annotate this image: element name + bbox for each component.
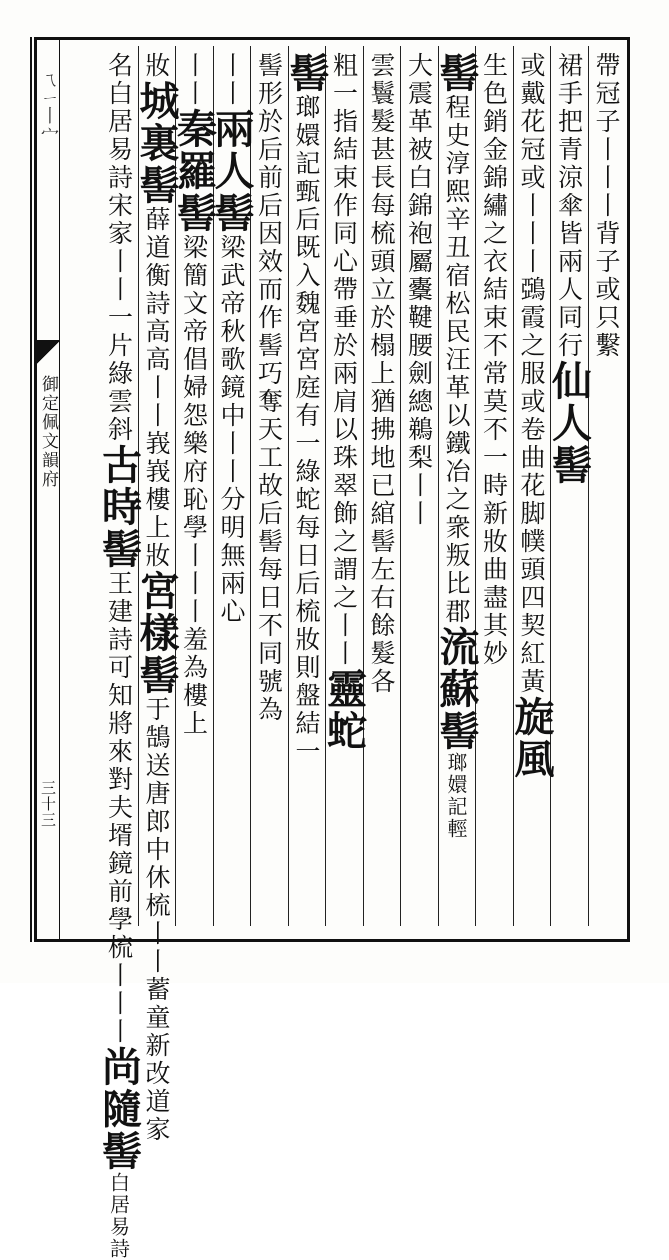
column-text: 帶冠子丨丨丨背子或只繫	[592, 52, 621, 360]
outer-rule	[30, 37, 32, 942]
text-column	[400, 46, 438, 926]
column-text: 名白居易詩宋家丨丨一片綠雲斜	[104, 52, 134, 444]
column-text: 于鵠送唐郎中休梳丨丨蓄童新改道家	[142, 696, 171, 1144]
column-text: 粗一指結束作同心帶垂於兩肩以珠翠飾之謂之丨丨	[329, 52, 359, 668]
column-text: 薛道衡詩高高丨丨峩峩樓上妝	[142, 206, 171, 570]
column-text: 王建詩可知將來對夫壻鏡前學梳丨丨丨	[104, 570, 134, 1046]
column-text: 瑯嬛記甄后既入魏宮宮庭有一綠蛇每日后梳妝則盤結一	[292, 94, 321, 766]
entry-headword: 仙人髻	[545, 360, 593, 486]
entry-headword: 靈蛇	[320, 668, 368, 752]
entry-headword: 流蘇髻	[433, 626, 480, 752]
banxin-top-marks: ㄟㄧ丨宀	[38, 70, 59, 147]
entry-headword: 兩人髻	[208, 108, 255, 234]
column-text: 大震革被白錦袍屬櫜鞬腰劍總鵜梨丨丨	[404, 52, 434, 528]
entry-headword: 城裏髻	[133, 80, 180, 206]
entry-headword: 旋風	[508, 696, 555, 780]
text-column	[95, 46, 143, 1260]
text-column	[433, 46, 480, 926]
entry-headword: 尚隨髻	[95, 1046, 143, 1172]
column-text: 或戴花冠或丨丨丨鵶霞之服或卷曲花脚幞頭四契紅黃	[517, 52, 546, 696]
column-text: 裙手把青涼傘皆兩人同行	[554, 52, 584, 360]
text-column	[545, 46, 593, 926]
entry-headword: 古時髻	[95, 444, 143, 570]
text-column	[170, 46, 218, 926]
column-text: 丨丨	[179, 52, 209, 108]
page-number: 三十三	[39, 780, 57, 828]
column-text: 雲鬟髮甚長每梳頭立於榻上猶拂地已綰髻左右餘髮各	[367, 52, 396, 696]
entry-headword: 秦羅髻	[170, 108, 218, 234]
text-column	[363, 46, 401, 926]
column-text: 妝	[142, 52, 171, 80]
text-column	[250, 46, 288, 926]
column-text: 生色銷金錦繡之衣結束不常莫不一時新妝曲盡其妙	[479, 52, 509, 668]
column-text: 丨丨	[217, 52, 246, 108]
text-column	[588, 46, 626, 926]
entry-headword: 宮樣髻	[133, 570, 180, 696]
text-columns	[62, 46, 625, 1260]
column-text: 髻形於后前后因效而作髻巧奪天工故后髻每日不同號為	[254, 52, 284, 724]
book-title: 御定佩文韻府	[38, 375, 58, 489]
column-text: 程史淳熙辛丑宿松民汪革以鐵冶之衆叛比郡	[442, 94, 471, 626]
column-text: 梁武帝秋歌鏡中丨丨分明無兩心	[217, 234, 246, 626]
entry-headword: 髻	[433, 52, 480, 94]
text-column	[320, 46, 368, 926]
fish-tail-mark-icon	[36, 340, 60, 366]
source-note: 白居易詩	[106, 1172, 131, 1260]
text-column	[508, 46, 555, 926]
text-column	[475, 46, 513, 926]
block-center-margin	[36, 40, 60, 940]
source-note: 瑯嬛記輕	[444, 752, 468, 840]
entry-headword: 髻	[283, 52, 330, 94]
text-column	[283, 46, 330, 926]
text-column	[208, 46, 255, 926]
text-column	[133, 46, 180, 1144]
column-text: 梁簡文帝倡婦怨樂府恥學丨丨丨羞為樓上	[179, 234, 209, 738]
